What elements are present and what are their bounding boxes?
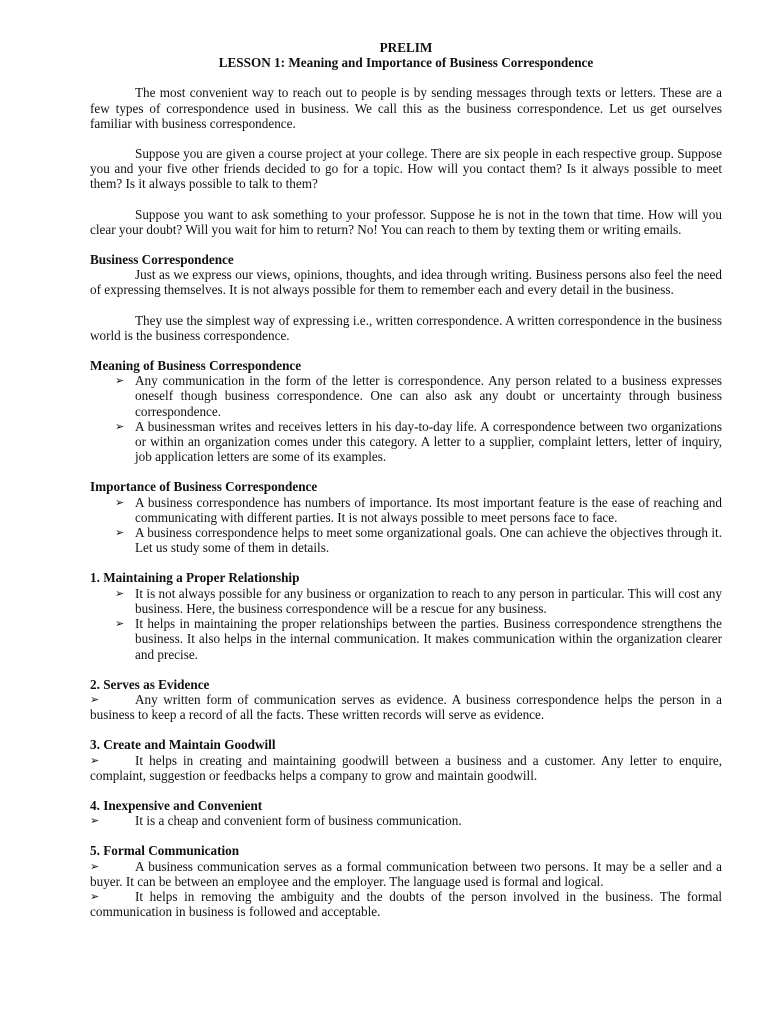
formal-line xyxy=(90,859,722,889)
goodwill-block xyxy=(90,753,722,783)
arrow-bullet-icon: ➢ xyxy=(90,692,100,706)
goodwill-text: It helps in creating and maintaining goodwill between a business and a customer. Any letter to enquire, complaint, suggestion or feedbacks helps a company to grow and maintain goodwill. xyxy=(90,752,722,783)
relationship-list-item: ➢ It is not always possible for any business or organization to reach to any person in particular. This will cost any business. Here, the business correspondence will be a rescue for any business. xyxy=(135,586,722,616)
intro-paragraph-1: The most convenient way to reach out to people is by sending messages through texts or letters. These are a few types of correspondence used in business. We call this as the business correspondence. Let us get ourselves familiar with business correspondence. xyxy=(90,85,722,131)
evidence-text: Any written form of communication serves as evidence. A business correspondence helps the person in a business to keep a record of all the facts. These written records will serve as evidence. xyxy=(90,691,722,723)
importance-list-item: ➢ A business correspondence has numbers of importance. Its most important feature is the ease of reaching and communicating with different parties. It is not always possible to meet persons face to face. xyxy=(135,495,722,525)
business-correspondence-paragraph-2: They use the simplest way of expressing i.e., written correspondence. A written correspondence in the business world is the business correspondence. xyxy=(90,312,722,343)
formal-text: A business communication serves as a formal communication between two persons. It may be a seller and a buyer. It can be between an employee and the employer. The language used is formal and logical. xyxy=(90,858,722,889)
lesson-title: LESSON 1: Meaning and Importance of Business Correspondence xyxy=(218,55,594,71)
inexpensive-line xyxy=(90,813,722,828)
arrow-bullet-icon: ➢ xyxy=(90,753,100,767)
relationship-list-item: ➢ It helps in maintaining the proper relationships between the parties. Business correspondence strengthens the business. It also helps in the internal communication. It makes communication within the organization clearer and precise. xyxy=(135,616,722,662)
arrow-bullet-icon: ➢ xyxy=(90,889,100,903)
section-heading-formal: 5. Formal Communication xyxy=(90,843,240,859)
meaning-list-item: ➢ A businessman writes and receives letters in his day-to-day life. A correspondence between two organizations or within an organization comes under this category. A letter to a supplier, complaint letters, letter of inquiry, job application letters are some of its examples. xyxy=(135,419,722,465)
business-correspondence-paragraph-1: Just as we express our views, opinions, thoughts, and idea through writing. Business persons also feel the need of expressing themselves. It is not always possible for them to remember each and every detail in the business. xyxy=(90,267,722,298)
section-heading-business-correspondence: Business Correspondence xyxy=(90,252,234,268)
arrow-bullet-icon: ➢ xyxy=(90,814,100,828)
evidence-line xyxy=(90,692,722,722)
section-heading-importance: Importance of Business Correspondence xyxy=(90,479,318,495)
section-heading-meaning: Meaning of Business Correspondence xyxy=(90,358,302,374)
section-heading-goodwill: 3. Create and Maintain Goodwill xyxy=(90,737,276,753)
meaning-list xyxy=(90,373,722,464)
inexpensive-block xyxy=(90,813,722,828)
formal-block xyxy=(90,859,722,920)
importance-list-item: ➢ A business correspondence helps to meet some organizational goals. One can achieve the objectives through it. Let us study some of them in details. xyxy=(135,525,722,555)
meaning-list-item: ➢ Any communication in the form of the letter is correspondence. Any person related to a business expresses oneself though business correspondence. One can also ask any doubt or uncertainty through business correspondence. xyxy=(135,373,722,419)
formal-text: It helps in removing the ambiguity and the doubts of the person involved in the business. The formal communication in business is followed and acceptable. xyxy=(90,888,722,920)
evidence-block xyxy=(90,692,722,722)
intro-paragraph-3: Suppose you want to ask something to your professor. Suppose he is not in the town that time. How will you clear your doubt? Will you wait for him to return? No! You can reach to them by texting them or writing emails. xyxy=(90,206,722,237)
section-heading-evidence: 2. Serves as Evidence xyxy=(90,676,210,692)
inexpensive-text: It is a cheap and convenient form of business communication. xyxy=(135,813,462,829)
intro-paragraph-2: Suppose you are given a course project at your college. There are six people in each respective group. Suppose you and your five other friends decided to go for a topic. How will you contact them? Is it always possible to meet them? Is it always possible to talk to them? xyxy=(90,146,722,192)
arrow-bullet-icon: ➢ xyxy=(90,859,100,873)
document-title: PRELIM xyxy=(379,40,433,55)
section-heading-inexpensive: 4. Inexpensive and Convenient xyxy=(90,797,263,813)
formal-line xyxy=(90,889,722,919)
section-heading-relationship: 1. Maintaining a Proper Relationship xyxy=(90,570,300,586)
goodwill-line xyxy=(90,753,722,783)
importance-list xyxy=(90,495,722,556)
relationship-list xyxy=(90,586,722,662)
